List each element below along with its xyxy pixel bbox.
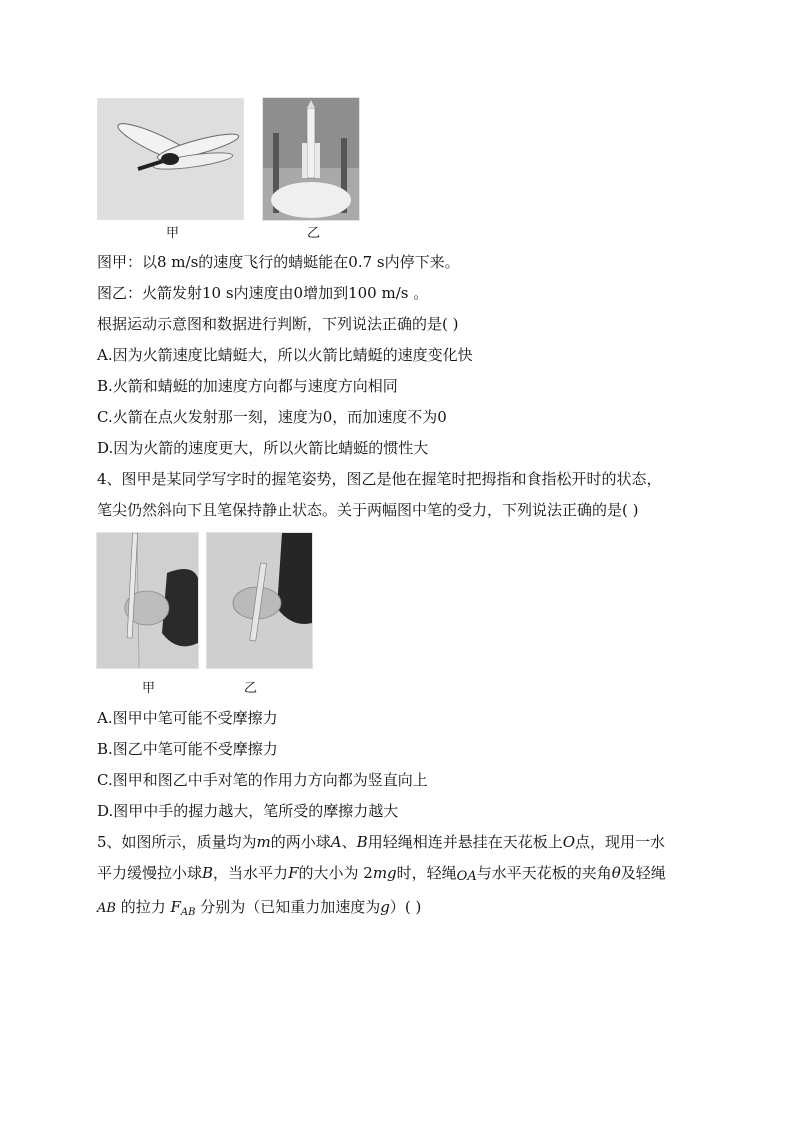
q3-stem: 根据运动示意图和数据进行判断，下列说法正确的是( ): [97, 315, 459, 333]
q5-text: 平力缓慢拉小球: [97, 864, 203, 882]
q4-option-a: A.图甲中笔可能不受摩擦力: [97, 709, 278, 727]
q4-option-b: B.图乙中笔可能不受摩擦力: [97, 740, 278, 758]
q4-option-c: C.图甲和图乙中手对笔的作用力方向都为竖直向上: [97, 771, 428, 789]
q5-text: 与水平天花板的夹角: [476, 864, 612, 882]
rocket-photo: [262, 97, 360, 221]
q5-text: 的两小球: [270, 833, 331, 851]
q5-text: 用轻绳相连并悬挂在天花板上: [367, 833, 563, 851]
q4-stem-line2: 笔尖仍然斜向下且笔保持静止状态。关于两幅图中笔的受力，下列说法正确的是( ): [97, 501, 639, 519]
pen-released-icon: [207, 533, 312, 668]
q5-var-mg: mg: [372, 864, 397, 882]
q5-text: 、: [341, 833, 357, 851]
q3-caption-b: 乙: [307, 226, 321, 241]
q3-fig-b-text: 图乙：火箭发射10 s内速度由0增加到100 m/s 。: [97, 284, 429, 302]
q5-var-g: g: [380, 898, 390, 916]
q5-var-b: B: [202, 864, 214, 882]
q5-var-a: A: [330, 833, 342, 851]
q5-text: 分别为（已知重力加速度为: [195, 898, 381, 916]
q5-var-oa: OA: [456, 869, 477, 884]
q4-caption-b: 乙: [244, 681, 258, 696]
q5-var-f: F: [288, 864, 299, 882]
q5-text: 点，现用一水: [575, 833, 666, 851]
q4-caption-a: 甲: [142, 681, 156, 696]
q3-option-b: B.火箭和蜻蜓的加速度方向都与速度方向相同: [97, 377, 398, 395]
q3-option-a: A.因为火箭速度比蜻蜓大，所以火箭比蜻蜓的速度变化快: [97, 346, 473, 364]
q5-text: 时，轻绳: [396, 864, 457, 882]
q5-value: 2: [363, 864, 373, 882]
q4-option-d: D.图甲中手的握力越大，笔所受的摩擦力越大: [97, 802, 399, 820]
q5-text: 及轻绳: [620, 864, 666, 882]
q3-fig-a-text: 图甲：以8 m/s的速度飞行的蜻蜓能在0.7 s内停下来。: [97, 253, 460, 271]
pen-grip-photo: [96, 532, 199, 669]
q5-stem-line3: [97, 897, 421, 923]
q5-text: 的大小为: [298, 864, 359, 882]
dragonfly-photo: [97, 98, 244, 220]
pen-grip-icon: [97, 533, 198, 668]
q5-text: 5、如图所示，质量均为: [97, 833, 257, 851]
q5-stem-line1: [97, 832, 665, 852]
q5-var-b: B: [356, 833, 368, 851]
q5-var-theta: θ: [611, 864, 621, 882]
rocket-icon: [263, 98, 359, 220]
q3-option-c: C.火箭在点火发射那一刻，速度为0，而加速度不为0: [97, 408, 447, 426]
dragonfly-icon: [98, 99, 243, 219]
q4-stem-line1: 4、图甲是某同学写字时的握笔姿势，图乙是他在握笔时把拇指和食指松开时的状态，: [97, 470, 662, 488]
q5-stem-line2: [97, 863, 666, 887]
q5-var-ab: AB: [97, 901, 116, 916]
pen-released-photo: [206, 532, 313, 669]
q3-option-d: D.因为火箭的速度更大，所以火箭比蜻蜓的惯性大: [97, 439, 429, 457]
q5-var-m: m: [256, 833, 271, 851]
q3-caption-a: 甲: [166, 226, 180, 241]
q5-var-fab: F: [170, 898, 181, 916]
q5-var-o: O: [562, 833, 576, 851]
q5-text: ）( ): [389, 898, 422, 916]
q5-text: ，当水平力: [213, 864, 289, 882]
q5-var-fab-sub: AB: [180, 907, 196, 918]
q5-text: 的拉力: [115, 898, 171, 916]
